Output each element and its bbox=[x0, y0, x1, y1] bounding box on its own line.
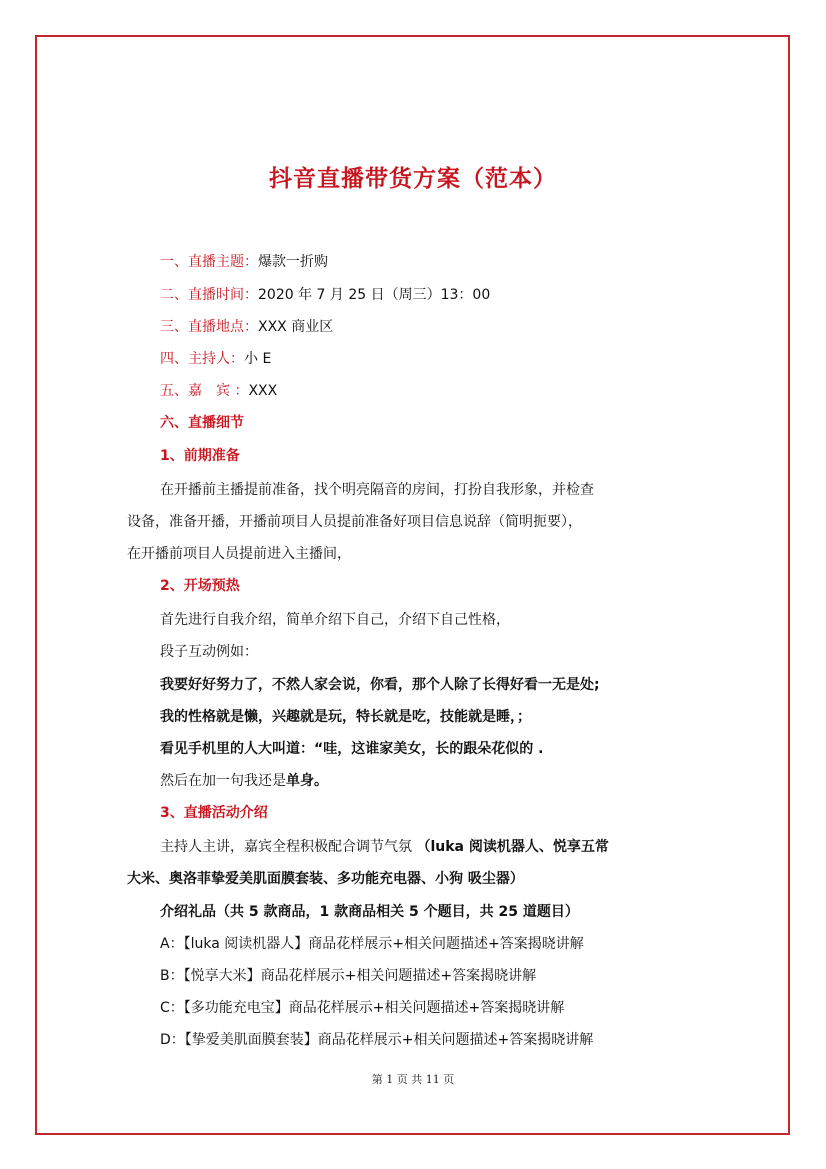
subsection-heading-activity: 3、直播活动介绍 bbox=[160, 805, 268, 821]
info-label: 四、主持人： bbox=[160, 351, 244, 367]
info-theme bbox=[160, 252, 328, 272]
info-value: XXX bbox=[248, 383, 278, 399]
info-guest bbox=[160, 381, 277, 401]
page-number: 第 1 页 共 11 页 bbox=[371, 1073, 455, 1086]
joke-line: 我要好好努力了，不然人家会说，你看，那个人除了长得好看一无是处; bbox=[160, 677, 600, 693]
line-emphasis: （luka 阅读机器人、悦享五常 bbox=[416, 839, 609, 855]
joke-line: 我的性格就是懒，兴趣就是玩，特长就是吃，技能就是睡，； bbox=[160, 709, 531, 725]
paragraph-line bbox=[160, 771, 328, 791]
section-heading-details: 六、直播细节 bbox=[160, 415, 244, 431]
gift-item: B：【悦享大米】商品花样展示+相关问题描述+答案揭晓讲解 bbox=[160, 968, 537, 984]
subsection-heading-preparation: 1、前期准备 bbox=[160, 448, 240, 464]
info-value: 2020 年 7 月 25 日（周三）13：00 bbox=[258, 287, 491, 303]
paragraph-line bbox=[160, 837, 609, 857]
paragraph-line: 首先进行自我介绍，简单介绍下自己，介绍下自己性格， bbox=[160, 612, 510, 628]
paragraph-line: 大米、奥洛菲挚爱美肌面膜套装、多功能充电器、小狗 吸尘器） bbox=[127, 871, 524, 887]
line-emphasis: 单身。 bbox=[286, 773, 328, 789]
info-label: 三、直播地点： bbox=[160, 319, 258, 335]
document-title: 抖音直播带货方案（范本） bbox=[269, 166, 557, 192]
joke-line: 看见手机里的人大叫道：“哇，这谁家美女，长的跟朵花似的 . bbox=[160, 741, 544, 757]
info-label: 二、直播时间： bbox=[160, 287, 258, 303]
info-location bbox=[160, 317, 333, 337]
gift-item: A：【luka 阅读机器人】商品花样展示+相关问题描述+答案揭晓讲解 bbox=[160, 936, 584, 952]
info-value: 小 E bbox=[244, 351, 272, 367]
gift-item: D：【挚爱美肌面膜套装】商品花样展示+相关问题描述+答案揭晓讲解 bbox=[160, 1032, 594, 1048]
info-host bbox=[160, 349, 271, 369]
info-time bbox=[160, 285, 490, 305]
line-text: 主持人主讲，嘉宾全程积极配合调节气氛 bbox=[160, 839, 417, 855]
paragraph-line: 在开播前主播提前准备，找个明亮隔音的房间，打扮自我形象，并检查 bbox=[160, 482, 594, 498]
paragraph-line: 设备，准备开播，开播前项目人员提前准备好项目信息说辞（简明扼要）， bbox=[127, 514, 582, 530]
info-value: 爆款一折购 bbox=[258, 254, 328, 270]
gifts-heading: 介绍礼品（共 5 款商品，1 款商品相关 5 个题目，共 25 道题目） bbox=[160, 904, 579, 920]
paragraph-line: 在开播前项目人员提前进入主播间， bbox=[127, 546, 351, 562]
info-value: XXX 商业区 bbox=[258, 319, 334, 335]
info-label: 五、嘉 宾 ： bbox=[160, 383, 249, 399]
line-text: 然后在加一句我还是 bbox=[160, 773, 286, 789]
subsection-heading-warmup: 2、开场预热 bbox=[160, 578, 240, 594]
paragraph-line: 段子互动例如： bbox=[160, 644, 258, 660]
info-label: 一、直播主题： bbox=[160, 254, 258, 270]
gift-item: C：【多功能充电宝】商品花样展示+相关问题描述+答案揭晓讲解 bbox=[160, 1000, 565, 1016]
